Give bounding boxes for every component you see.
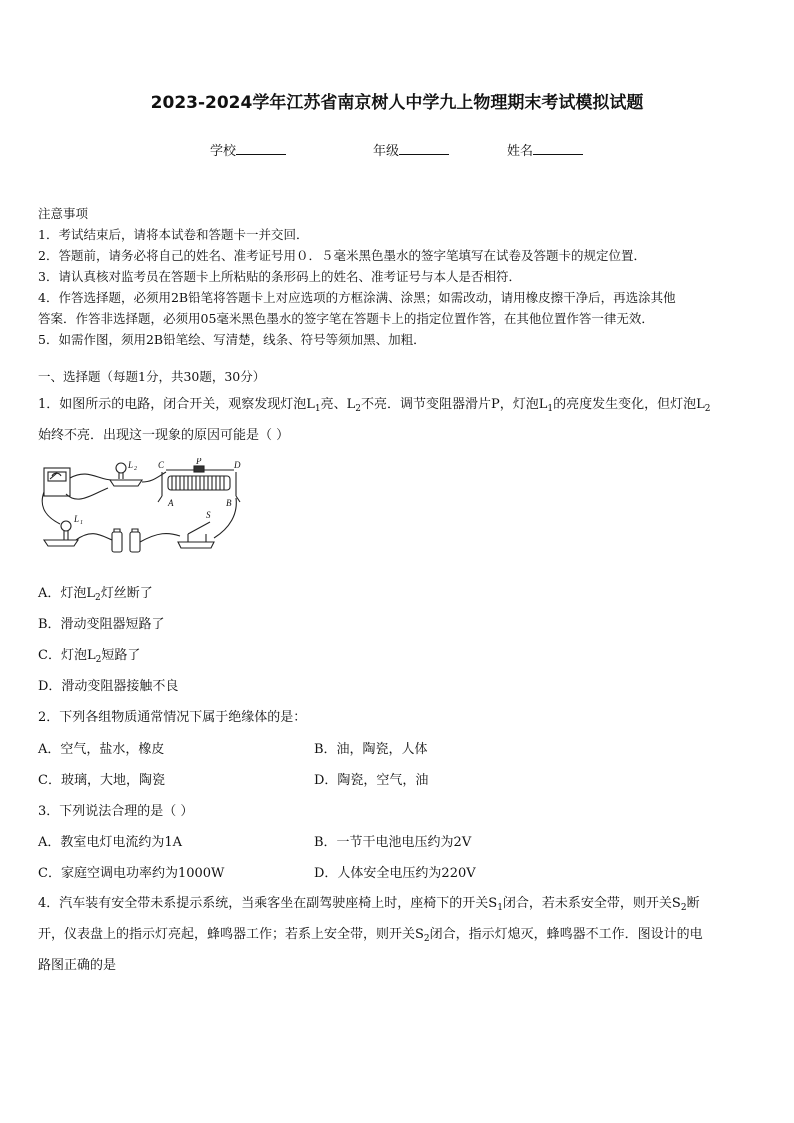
note-item: 4．作答选择题，必须用2B铅笔将答题卡上对应选项的方框涂满、涂黑；如需改动，请用橡皮擦干净后，再选涂其他 bbox=[38, 290, 676, 305]
school-blank[interactable] bbox=[236, 142, 286, 155]
rheostat-icon bbox=[168, 476, 230, 490]
label-l1: L bbox=[74, 514, 80, 524]
question-1-stem: 1．如图所示的电路，闭合开关，观察发现灯泡$L_1$亮、$L_2$不亮．调节变阻器滑片P，灯泡$L_1$的亮度发生变化，但灯泡$L_2$ 始终不亮．出现这一现象的原因可能是（ ） bbox=[38, 397, 711, 443]
question-4-stem: 4．汽车装有安全带未系提示系统，当乘客坐在副驾驶座椅上时，座椅下的开关$S_1$闭合，若未系安全带，则开关$S_2$断 开，仪表盘上的指示灯亮起，蜂鸣器工作；若系上安全带，则开关$S_2$闭合，指示灯熄灭，蜂鸣器不工作．图设计的电 路图正确的是 bbox=[38, 896, 703, 973]
q3-option-a[interactable]: A．教室电灯电流约为1A bbox=[38, 835, 183, 850]
question-3-stem: 3．下列说法合理的是（ ） bbox=[38, 804, 194, 819]
section-heading: 一、选择题（每题1分，共30题，30分） bbox=[38, 369, 266, 384]
note-item: 5．如需作图，须用2B铅笔绘、写清楚，线条、符号等须加黑、加粗． bbox=[38, 332, 426, 347]
name-blank[interactable] bbox=[533, 142, 583, 155]
q2-option-b[interactable]: B．油，陶瓷，人体 bbox=[314, 742, 428, 757]
label-l2-sub: 2 bbox=[134, 466, 137, 472]
q1-option-b[interactable]: B．滑动变阻器短路了 bbox=[38, 617, 165, 632]
label-l1-sub: 1 bbox=[80, 520, 83, 526]
battery-icon bbox=[130, 532, 140, 552]
q1-option-d[interactable]: D．滑动变阻器接触不良 bbox=[38, 679, 179, 694]
circuit-diagram bbox=[38, 458, 258, 570]
q1-option-c[interactable]: C．灯泡$L_2$短路了 bbox=[38, 648, 141, 665]
school-field[interactable] bbox=[210, 140, 286, 159]
grade-field[interactable] bbox=[373, 140, 449, 159]
q3-option-d[interactable]: D．人体安全电压约为220V bbox=[314, 866, 476, 881]
exam-title: 2023-2024学年江苏省南京树人中学九上物理期末考试模拟试题 bbox=[150, 93, 644, 113]
grade-label: 年级 bbox=[373, 144, 400, 159]
name-label: 姓名 bbox=[507, 144, 534, 159]
grade-blank[interactable] bbox=[399, 142, 449, 155]
q2-option-d[interactable]: D．陶瓷，空气，油 bbox=[314, 773, 429, 788]
label-c: C bbox=[158, 460, 165, 470]
note-item: 答案．作答非选择题，必须用05毫米黑色墨水的签字笔在答题卡上的指定位置作答，在其他位置作答一律无效． bbox=[38, 311, 654, 326]
bulb-l1-icon bbox=[61, 521, 71, 531]
label-d: D bbox=[234, 460, 241, 470]
label-l2: L bbox=[128, 460, 134, 470]
label-a: A bbox=[168, 498, 174, 508]
name-field[interactable] bbox=[507, 140, 583, 159]
note-item: 1．考试结束后，请将本试卷和答题卡一并交回． bbox=[38, 227, 309, 242]
q1-option-a[interactable]: A．灯泡$L_2$灯丝断了 bbox=[38, 586, 153, 603]
bulb-l2-base bbox=[110, 480, 142, 486]
switch-s-base bbox=[178, 542, 214, 548]
notes-heading: 注意事项 bbox=[38, 206, 89, 221]
q2-option-a[interactable]: A．空气，盐水，橡皮 bbox=[38, 742, 165, 757]
note-item: 2．答题前，请务必将自己的姓名、准考证号用０．５毫米黑色墨水的签字笔填写在试卷及答题卡的规定位置． bbox=[38, 248, 646, 263]
q3-option-c[interactable]: C．家庭空调电功率约为1000W bbox=[38, 866, 225, 881]
label-b: B bbox=[226, 498, 232, 508]
bulb-l2-icon bbox=[116, 463, 126, 473]
label-p: P bbox=[196, 458, 202, 466]
bulb-l1-base bbox=[44, 540, 78, 546]
notes-block bbox=[38, 203, 758, 350]
note-item: 3．请认真核对监考员在答题卡上所粘贴的条形码上的姓名、准考证号与本人是否相符． bbox=[38, 269, 521, 284]
question-2-stem: 2．下列各组物质通常情况下属于绝缘体的是： bbox=[38, 710, 307, 725]
school-label: 学校 bbox=[210, 144, 237, 159]
q3-option-b[interactable]: B．一节干电池电压约为2V bbox=[314, 835, 472, 850]
battery-icon bbox=[112, 532, 122, 552]
q2-option-c[interactable]: C．玻璃，大地，陶瓷 bbox=[38, 773, 165, 788]
label-s: S bbox=[206, 510, 211, 520]
